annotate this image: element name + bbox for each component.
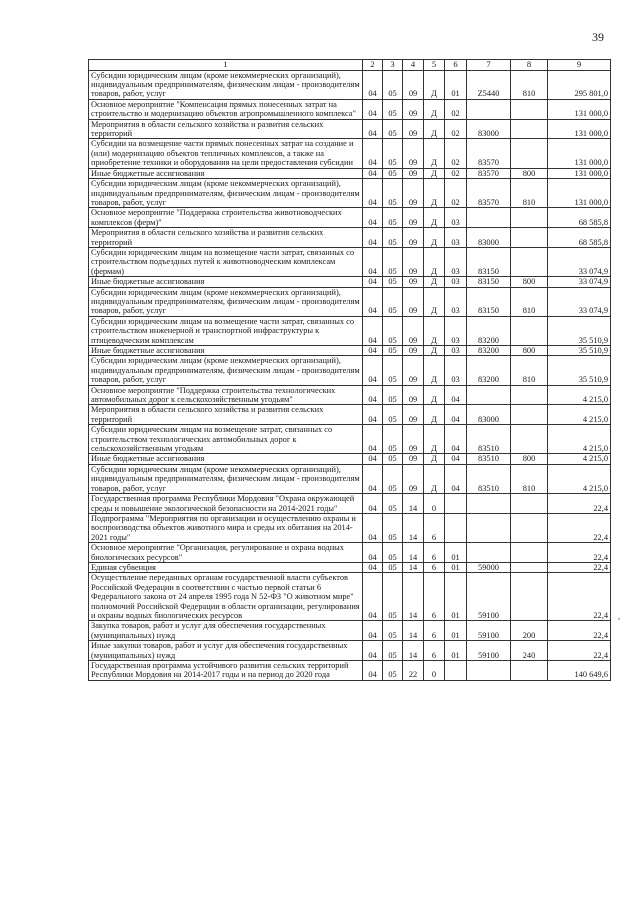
- code-cell: 02: [445, 168, 467, 178]
- table-row: [89, 119, 611, 139]
- name-cell: Государственная программа устойчивого развития сельских территорий Республики Мордовия на 2014-2017 годы и на период до 2020 года: [89, 661, 363, 681]
- code-cell: 04: [445, 464, 467, 493]
- code-cell: 04: [363, 139, 383, 168]
- table-row: [89, 168, 611, 178]
- type-cell: [511, 513, 548, 542]
- page-number: 39: [592, 30, 604, 44]
- table-row: [89, 494, 611, 514]
- code-cell: 59000: [467, 562, 511, 572]
- code-cell: 83000: [467, 119, 511, 139]
- type-cell: [511, 316, 548, 345]
- name-cell: Закупка товаров, работ и услуг для обеспечения государственных (муниципальных) нужд: [89, 621, 363, 641]
- code-cell: 83570: [467, 139, 511, 168]
- code-cell: 03: [445, 316, 467, 345]
- amount-cell: 68 585,8: [548, 208, 611, 228]
- table-row: [89, 543, 611, 563]
- code-cell: 02: [445, 119, 467, 139]
- code-cell: 01: [445, 573, 467, 621]
- code-cell: 03: [445, 228, 467, 248]
- name-cell: Основное мероприятие "Компенсация прямых понесенных затрат на строительство и модернизацию объектов агропромышленного комплекса": [89, 99, 363, 119]
- type-cell: 800: [511, 454, 548, 464]
- code-cell: 14: [403, 621, 424, 641]
- amount-cell: 22,4: [548, 543, 611, 563]
- code-cell: 83200: [467, 316, 511, 345]
- code-cell: 05: [383, 356, 403, 385]
- amount-cell: 131 000,0: [548, 119, 611, 139]
- table-row: [89, 356, 611, 385]
- code-cell: 09: [403, 179, 424, 208]
- code-cell: 59100: [467, 621, 511, 641]
- name-cell: Иные бюджетные ассигнования: [89, 454, 363, 464]
- name-cell: Государственная программа Республики Мордовия "Охрана окружающей среды и повышение экологической безопасности на 2014-2021 годы": [89, 494, 363, 514]
- code-cell: 04: [363, 277, 383, 287]
- code-cell: 0: [424, 494, 445, 514]
- code-cell: [445, 494, 467, 514]
- amount-cell: 140 649,6: [548, 661, 611, 681]
- code-cell: 04: [363, 405, 383, 425]
- header-cell: 7: [467, 60, 511, 71]
- code-cell: 05: [383, 168, 403, 178]
- code-cell: 04: [363, 356, 383, 385]
- code-cell: 05: [383, 621, 403, 641]
- code-cell: 04: [363, 287, 383, 316]
- code-cell: 83200: [467, 346, 511, 356]
- code-cell: 05: [383, 385, 403, 405]
- amount-cell: 4 215,0: [548, 405, 611, 425]
- table-row: [89, 661, 611, 681]
- code-cell: 09: [403, 425, 424, 454]
- code-cell: 6: [424, 513, 445, 542]
- code-cell: 04: [363, 346, 383, 356]
- code-cell: 04: [363, 425, 383, 454]
- type-cell: [511, 661, 548, 681]
- header-cell: 2: [363, 60, 383, 71]
- code-cell: 83510: [467, 454, 511, 464]
- code-cell: 09: [403, 385, 424, 405]
- table-row: [89, 287, 611, 316]
- code-cell: 09: [403, 70, 424, 99]
- code-cell: 14: [403, 573, 424, 621]
- code-cell: 05: [383, 405, 403, 425]
- code-cell: 05: [383, 139, 403, 168]
- code-cell: 01: [445, 562, 467, 572]
- code-cell: 83150: [467, 287, 511, 316]
- header-cell: 3: [383, 60, 403, 71]
- code-cell: 05: [383, 179, 403, 208]
- code-cell: Д: [424, 208, 445, 228]
- code-cell: 03: [445, 208, 467, 228]
- code-cell: 05: [383, 562, 403, 572]
- budget-table: [88, 59, 611, 681]
- code-cell: 03: [445, 346, 467, 356]
- code-cell: [445, 661, 467, 681]
- name-cell: Субсидии юридическим лицам на возмещение части затрат, связанных со строительством инженерной и транспортной инфраструктуры к птицеводческим комплексам: [89, 316, 363, 345]
- code-cell: 01: [445, 641, 467, 661]
- amount-cell: 131 000,0: [548, 168, 611, 178]
- name-cell: Субсидии юридическим лицам на возмещение части затрат, связанных со строительством подъездных путей к животноводческим комплексам (фермам): [89, 247, 363, 276]
- code-cell: 04: [363, 228, 383, 248]
- code-cell: 04: [445, 385, 467, 405]
- header-cell: 1: [89, 60, 363, 71]
- name-cell: Основное мероприятие "Поддержка строительства животноводческих комплексов (ферм)": [89, 208, 363, 228]
- code-cell: [467, 385, 511, 405]
- code-cell: [467, 543, 511, 563]
- amount-cell: 35 510,9: [548, 346, 611, 356]
- type-cell: 800: [511, 346, 548, 356]
- code-cell: 83150: [467, 247, 511, 276]
- type-cell: 810: [511, 464, 548, 493]
- name-cell: Субсидии юридическим лицам (кроме некоммерческих организаций), индивидуальным предпринимателям, физическим лицам - производителям товаров, работ, услуг: [89, 179, 363, 208]
- amount-cell: 22,4: [548, 641, 611, 661]
- name-cell: Субсидии юридическим лицам (кроме некоммерческих организаций), индивидуальным предпринимателям, физическим лицам - производителям товаров, работ, услуг: [89, 287, 363, 316]
- code-cell: 03: [445, 247, 467, 276]
- name-cell: Мероприятия в области сельского хозяйства и развития сельских территорий: [89, 119, 363, 139]
- code-cell: Д: [424, 179, 445, 208]
- code-cell: 04: [363, 513, 383, 542]
- code-cell: 05: [383, 641, 403, 661]
- code-cell: 05: [383, 573, 403, 621]
- amount-cell: 22,4: [548, 494, 611, 514]
- code-cell: 05: [383, 119, 403, 139]
- code-cell: 04: [363, 494, 383, 514]
- code-cell: [467, 661, 511, 681]
- code-cell: Д: [424, 454, 445, 464]
- name-cell: Иные бюджетные ассигнования: [89, 277, 363, 287]
- table-row: [89, 277, 611, 287]
- table-row: [89, 385, 611, 405]
- name-cell: Мероприятия в области сельского хозяйства и развития сельских территорий: [89, 228, 363, 248]
- type-cell: [511, 425, 548, 454]
- header-cell: 6: [445, 60, 467, 71]
- header-cell: 9: [548, 60, 611, 71]
- code-cell: 09: [403, 287, 424, 316]
- code-cell: 01: [445, 621, 467, 641]
- type-cell: [511, 573, 548, 621]
- code-cell: Д: [424, 228, 445, 248]
- amount-cell: 4 215,0: [548, 385, 611, 405]
- code-cell: 6: [424, 641, 445, 661]
- code-cell: 83150: [467, 277, 511, 287]
- table-row: [89, 247, 611, 276]
- code-cell: 01: [445, 70, 467, 99]
- code-cell: 05: [383, 247, 403, 276]
- type-cell: 200: [511, 621, 548, 641]
- code-cell: 0: [424, 661, 445, 681]
- amount-cell: 4 215,0: [548, 454, 611, 464]
- code-cell: 6: [424, 621, 445, 641]
- code-cell: 04: [363, 316, 383, 345]
- type-cell: [511, 247, 548, 276]
- type-cell: [511, 405, 548, 425]
- code-cell: 09: [403, 208, 424, 228]
- code-cell: 05: [383, 99, 403, 119]
- code-cell: 04: [363, 179, 383, 208]
- code-cell: 09: [403, 139, 424, 168]
- code-cell: 05: [383, 543, 403, 563]
- code-cell: 59100: [467, 573, 511, 621]
- code-cell: 02: [445, 139, 467, 168]
- code-cell: 04: [363, 119, 383, 139]
- name-cell: Единая субвенция: [89, 562, 363, 572]
- name-cell: Основное мероприятие "Организация, регулирование и охрана водных биологических ресурсов": [89, 543, 363, 563]
- edge-mark: ,: [618, 612, 620, 621]
- table-row: [89, 208, 611, 228]
- code-cell: 6: [424, 543, 445, 563]
- amount-cell: 33 074,9: [548, 277, 611, 287]
- code-cell: [467, 513, 511, 542]
- code-cell: [467, 208, 511, 228]
- code-cell: 04: [363, 168, 383, 178]
- code-cell: 05: [383, 287, 403, 316]
- name-cell: Иные закупки товаров, работ и услуг для обеспечения государственных (муниципальных) нужд: [89, 641, 363, 661]
- type-cell: [511, 562, 548, 572]
- code-cell: 09: [403, 454, 424, 464]
- type-cell: 810: [511, 179, 548, 208]
- code-cell: 04: [445, 425, 467, 454]
- code-cell: 03: [445, 356, 467, 385]
- code-cell: 83570: [467, 179, 511, 208]
- code-cell: 6: [424, 573, 445, 621]
- code-cell: 05: [383, 513, 403, 542]
- name-cell: Субсидии на возмещение части прямых понесенных затрат на создание и (или) модернизацию объектов тепличных комплексов, а также на приобретение техники и оборудования на цели предоставления субсидии: [89, 139, 363, 168]
- type-cell: 810: [511, 70, 548, 99]
- amount-cell: 4 215,0: [548, 464, 611, 493]
- name-cell: Подпрограмма "Мероприятия по организации и осуществлению охраны и воспроизводства объектов животного мира и среды их обитания на 2014-2021 годы": [89, 513, 363, 542]
- code-cell: 09: [403, 346, 424, 356]
- amount-cell: 22,4: [548, 621, 611, 641]
- type-cell: 800: [511, 277, 548, 287]
- table-row: [89, 621, 611, 641]
- code-cell: 04: [363, 99, 383, 119]
- code-cell: Д: [424, 346, 445, 356]
- amount-cell: 35 510,9: [548, 356, 611, 385]
- amount-cell: 22,4: [548, 573, 611, 621]
- header-cell: 8: [511, 60, 548, 71]
- amount-cell: 33 074,9: [548, 247, 611, 276]
- table-row: [89, 346, 611, 356]
- code-cell: 01: [445, 543, 467, 563]
- code-cell: 04: [363, 562, 383, 572]
- name-cell: Иные бюджетные ассигнования: [89, 168, 363, 178]
- code-cell: 14: [403, 562, 424, 572]
- table-row: [89, 464, 611, 493]
- type-cell: [511, 494, 548, 514]
- type-cell: [511, 208, 548, 228]
- table-row: [89, 641, 611, 661]
- name-cell: Иные бюджетные ассигнования: [89, 346, 363, 356]
- code-cell: 83570: [467, 168, 511, 178]
- code-cell: [467, 494, 511, 514]
- code-cell: 09: [403, 277, 424, 287]
- table-row: [89, 179, 611, 208]
- code-cell: Д: [424, 287, 445, 316]
- code-cell: 83200: [467, 356, 511, 385]
- table-header-row: [89, 60, 611, 71]
- code-cell: 6: [424, 562, 445, 572]
- code-cell: 02: [445, 179, 467, 208]
- name-cell: Мероприятия в области сельского хозяйства и развития сельских территорий: [89, 405, 363, 425]
- code-cell: 22: [403, 661, 424, 681]
- amount-cell: 295 801,0: [548, 70, 611, 99]
- code-cell: 05: [383, 464, 403, 493]
- code-cell: 05: [383, 316, 403, 345]
- code-cell: 09: [403, 316, 424, 345]
- code-cell: 09: [403, 228, 424, 248]
- code-cell: 04: [445, 405, 467, 425]
- code-cell: 09: [403, 464, 424, 493]
- code-cell: Z5440: [467, 70, 511, 99]
- code-cell: Д: [424, 99, 445, 119]
- amount-cell: 131 000,0: [548, 139, 611, 168]
- type-cell: [511, 99, 548, 119]
- code-cell: Д: [424, 277, 445, 287]
- amount-cell: 131 000,0: [548, 99, 611, 119]
- type-cell: [511, 139, 548, 168]
- name-cell: Субсидии юридическим лицам (кроме некоммерческих организаций), индивидуальным предпринимателям, физическим лицам - производителям товаров, работ, услуг: [89, 464, 363, 493]
- name-cell: Осуществление переданных органам государственной власти субъектов Российской Федерации в соответствии с частью первой статьи 6 Федерального закона от 24 апреля 1995 года N 52-ФЗ "О животном мире" полномочий Российской Федерации в области организации, регулирования и охраны водных биологических ресурсов: [89, 573, 363, 621]
- type-cell: [511, 228, 548, 248]
- code-cell: 14: [403, 513, 424, 542]
- code-cell: 14: [403, 494, 424, 514]
- type-cell: 810: [511, 287, 548, 316]
- name-cell: Субсидии юридическим лицам (кроме некоммерческих организаций), индивидуальным предпринимателям, физическим лицам - производителям товаров, работ, услуг: [89, 70, 363, 99]
- code-cell: 14: [403, 641, 424, 661]
- code-cell: Д: [424, 316, 445, 345]
- code-cell: Д: [424, 70, 445, 99]
- header-cell: 4: [403, 60, 424, 71]
- code-cell: 83510: [467, 425, 511, 454]
- code-cell: 03: [445, 287, 467, 316]
- code-cell: 83510: [467, 464, 511, 493]
- code-cell: 83000: [467, 228, 511, 248]
- table-row: [89, 425, 611, 454]
- table-row: [89, 228, 611, 248]
- code-cell: Д: [424, 356, 445, 385]
- table-row: [89, 316, 611, 345]
- table-row: [89, 99, 611, 119]
- code-cell: 09: [403, 247, 424, 276]
- code-cell: 04: [363, 641, 383, 661]
- amount-cell: 22,4: [548, 513, 611, 542]
- code-cell: 14: [403, 543, 424, 563]
- code-cell: 04: [363, 543, 383, 563]
- code-cell: 09: [403, 356, 424, 385]
- code-cell: Д: [424, 464, 445, 493]
- type-cell: [511, 119, 548, 139]
- code-cell: Д: [424, 405, 445, 425]
- name-cell: Основное мероприятие "Поддержка строительства технологических автомобильных дорог к сельскохозяйственным угодьям": [89, 385, 363, 405]
- name-cell: Субсидии юридическим лицам на возмещение затрат, связанных со строительством технологических автомобильных дорог к сельскохозяйственным угодьям: [89, 425, 363, 454]
- type-cell: [511, 543, 548, 563]
- code-cell: Д: [424, 247, 445, 276]
- header-cell: 5: [424, 60, 445, 71]
- code-cell: 05: [383, 70, 403, 99]
- code-cell: 05: [383, 661, 403, 681]
- code-cell: Д: [424, 119, 445, 139]
- table-row: [89, 562, 611, 572]
- amount-cell: 131 000,0: [548, 179, 611, 208]
- type-cell: 810: [511, 356, 548, 385]
- code-cell: 05: [383, 208, 403, 228]
- code-cell: Д: [424, 425, 445, 454]
- amount-cell: 22,4: [548, 562, 611, 572]
- code-cell: [445, 513, 467, 542]
- amount-cell: 33 074,9: [548, 287, 611, 316]
- code-cell: 09: [403, 119, 424, 139]
- code-cell: 05: [383, 425, 403, 454]
- code-cell: 09: [403, 168, 424, 178]
- type-cell: 800: [511, 168, 548, 178]
- table-row: [89, 513, 611, 542]
- code-cell: 05: [383, 454, 403, 464]
- code-cell: 04: [445, 454, 467, 464]
- code-cell: 83000: [467, 405, 511, 425]
- amount-cell: 4 215,0: [548, 425, 611, 454]
- table-row: [89, 454, 611, 464]
- amount-cell: 68 585,8: [548, 228, 611, 248]
- code-cell: 04: [363, 621, 383, 641]
- code-cell: 09: [403, 99, 424, 119]
- code-cell: 59100: [467, 641, 511, 661]
- code-cell: 04: [363, 247, 383, 276]
- table-row: [89, 405, 611, 425]
- code-cell: 05: [383, 228, 403, 248]
- code-cell: [467, 99, 511, 119]
- table-row: [89, 139, 611, 168]
- code-cell: 04: [363, 70, 383, 99]
- code-cell: 09: [403, 405, 424, 425]
- table-row: [89, 573, 611, 621]
- code-cell: 05: [383, 277, 403, 287]
- code-cell: 04: [363, 573, 383, 621]
- code-cell: 04: [363, 464, 383, 493]
- code-cell: 04: [363, 661, 383, 681]
- code-cell: 05: [383, 494, 403, 514]
- amount-cell: 35 510,9: [548, 316, 611, 345]
- code-cell: Д: [424, 139, 445, 168]
- code-cell: Д: [424, 168, 445, 178]
- code-cell: Д: [424, 385, 445, 405]
- type-cell: [511, 385, 548, 405]
- type-cell: 240: [511, 641, 548, 661]
- table-row: [89, 70, 611, 99]
- name-cell: Субсидии юридическим лицам (кроме некоммерческих организаций), индивидуальным предпринимателям, физическим лицам - производителям товаров, работ, услуг: [89, 356, 363, 385]
- code-cell: 05: [383, 346, 403, 356]
- code-cell: 04: [363, 208, 383, 228]
- code-cell: 04: [363, 454, 383, 464]
- code-cell: 03: [445, 277, 467, 287]
- code-cell: 02: [445, 99, 467, 119]
- code-cell: 04: [363, 385, 383, 405]
